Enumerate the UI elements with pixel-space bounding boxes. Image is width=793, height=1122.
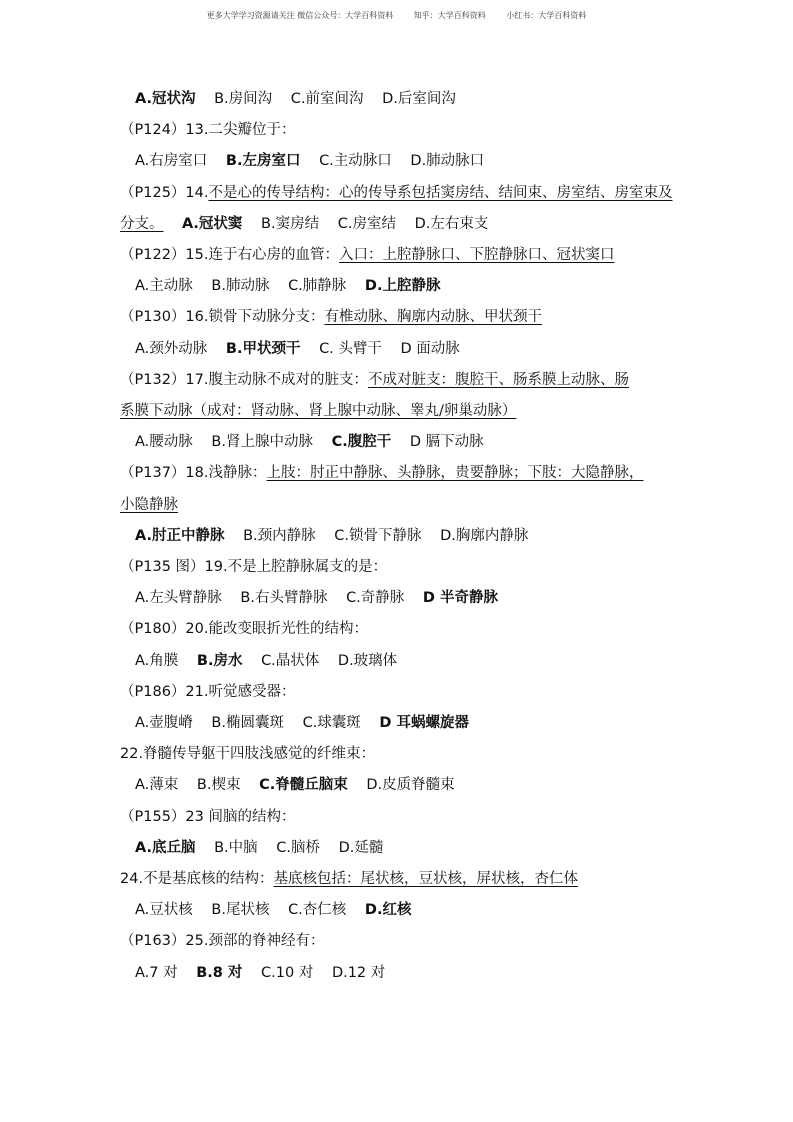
q17-option-b: B.肾上腺中动脉 — [211, 434, 313, 451]
q25-option-d: D.12 对 — [331, 964, 386, 981]
q19-option-d: D 半奇静脉 — [422, 590, 498, 607]
q18-options — [120, 521, 676, 552]
q17-option-a: A.腰动脉 — [135, 434, 193, 451]
q18-option-a: A.肘正中静脉 — [135, 527, 225, 544]
q13-option-d: D.肺动脉口 — [410, 153, 485, 170]
q18-note-line2: 小隐静脉 — [120, 496, 178, 513]
q14-stem-note: 不是心的传导结构：心的传导系包括窦房结、结间束、房室结、房室束及分支。 — [120, 184, 673, 232]
q24-option-c: C.杏仁核 — [288, 902, 347, 919]
q23-option-b: B.中脑 — [214, 839, 258, 856]
q13-stem: （P124）13.二尖瓣位于： — [120, 122, 296, 139]
q23-option-a: A.底丘脑 — [135, 839, 196, 856]
q19-option-a: A.左头臂静脉 — [135, 590, 222, 607]
q16-options — [120, 334, 676, 365]
q12-option-c: C.前室间沟 — [290, 91, 364, 107]
q16-option-d: D 面动脉 — [400, 340, 460, 357]
q25-option-c: C.10 对 — [261, 964, 314, 981]
q12-option-d: D.后室间沟 — [382, 91, 456, 107]
q17-options — [120, 427, 676, 458]
q15-option-c: C.肺静脉 — [288, 278, 347, 295]
q20-option-c: C.晶状体 — [261, 652, 320, 669]
q13-options — [120, 146, 676, 177]
q16-option-b: B.甲状颈干 — [225, 340, 301, 357]
q16-option-a: A.颈外动脉 — [135, 340, 208, 357]
q21-option-a: A.壶腹嵴 — [135, 715, 193, 732]
q16-stem: （P130）16.锁骨下动脉分支： — [120, 309, 325, 326]
q17-note-line1: 不成对脏支：腹腔干、肠系膜上动脉、肠 — [367, 371, 629, 388]
q17-note-continued — [120, 396, 676, 427]
q15-question — [120, 240, 676, 271]
q21-option-c: C.球囊斑 — [302, 715, 361, 732]
q22-stem: 22.脊髓传导躯干四肢浅感觉的纤维束： — [120, 746, 376, 763]
q20-stem: （P180）20.能改变眼折光性的结构： — [120, 621, 368, 638]
header-wechat-text: 更多大学学习资源请关注 微信公众号：大学百科资料 — [206, 11, 394, 20]
q18-option-b: B.颈内静脉 — [243, 527, 316, 544]
q23-option-d: D.延髓 — [338, 839, 384, 856]
q24-options — [120, 895, 676, 926]
question-list — [120, 84, 676, 989]
q21-option-b: B.椭圆囊斑 — [211, 715, 284, 732]
q20-options — [120, 646, 676, 677]
q24-question — [120, 864, 676, 895]
header-xiaohongshu-text: 小红书：大学百科资料 — [506, 11, 587, 20]
q23-option-c: C.脑桥 — [276, 839, 321, 856]
q14-prefix: （P125）14. — [120, 184, 209, 201]
q19-options — [120, 583, 676, 614]
q21-option-d: D 耳蜗螺旋器 — [379, 715, 469, 732]
q23-options — [120, 833, 676, 864]
q24-option-b: B.尾状核 — [211, 902, 270, 919]
q13-option-c: C.主动脉口 — [319, 153, 392, 170]
q17-option-d: D 膈下动脉 — [409, 434, 484, 451]
q17-note-line2: 系膜下动脉（成对：肾动脉、肾上腺中动脉、睾丸/卵巢动脉） — [120, 403, 517, 420]
q25-option-a: A.7 对 — [135, 964, 178, 981]
q14-option-c: C.房室结 — [337, 215, 396, 232]
q25-stem: （P163）25.颈部的脊神经有： — [120, 933, 325, 950]
q22-options — [120, 770, 676, 801]
q18-option-c: C.锁骨下静脉 — [334, 527, 422, 544]
q21-options — [120, 708, 676, 739]
q24-option-d: D.红核 — [364, 902, 412, 919]
q15-options — [120, 271, 676, 302]
q17-question — [120, 365, 676, 396]
q15-option-a: A.主动脉 — [135, 278, 193, 295]
q21-stem: （P186）21.听觉感受器： — [120, 683, 296, 700]
q25-option-b: B.8 对 — [196, 964, 243, 981]
q15-option-b: B.肺动脉 — [211, 278, 270, 295]
q12-option-a: A.冠状沟 — [135, 91, 196, 107]
q24-stem: 24.不是基底核的结构： — [120, 871, 274, 888]
q16-question — [120, 302, 676, 333]
q24-option-a: A.豆状核 — [135, 902, 193, 919]
q16-note: 有椎动脉、胸廓内动脉、甲状颈干 — [324, 309, 542, 326]
q20-option-a: A.角膜 — [135, 652, 179, 669]
q17-option-c: C.腹腔干 — [331, 434, 392, 451]
q18-note-continued — [120, 490, 676, 521]
q15-stem: （P122）15.连于右心房的血管： — [120, 247, 339, 264]
q24-note: 基底核包括：尾状核，豆状核，屏状核，杏仁体 — [273, 871, 579, 888]
q22-option-a: A.薄束 — [135, 777, 179, 794]
q15-option-d: D.上腔静脉 — [364, 278, 441, 295]
q18-note-line1: 上肢：肘正中静脉、头静脉，贵要静脉；下肢：大隐静脉， — [266, 465, 644, 482]
q20-option-b: B.房水 — [196, 652, 243, 669]
q18-question — [120, 458, 676, 489]
q19-option-b: B.右头臂静脉 — [240, 590, 328, 607]
q18-option-d: D.胸廓内静脉 — [440, 527, 529, 544]
page-header — [0, 10, 793, 21]
q12-option-b: B.房间沟 — [214, 91, 273, 107]
header-zhihu-text: 知乎：大学百科资料 — [413, 11, 486, 20]
q13-option-a: A.右房室口 — [135, 153, 208, 170]
q14-option-a: A.冠状窦 — [181, 215, 243, 232]
q22-option-d: D.皮质脊髓束 — [366, 777, 455, 794]
q14-option-d: D.左右束支 — [414, 215, 489, 232]
q22-option-c: C.脊髓丘脑束 — [259, 777, 348, 794]
q13-option-b: B.左房室口 — [225, 153, 301, 170]
q19-option-c: C.奇静脉 — [346, 590, 405, 607]
q16-option-c: C. 头臂干 — [319, 340, 382, 357]
q23-stem: （P155）23 间脑的结构： — [120, 808, 296, 825]
q25-options — [120, 958, 676, 989]
q20-option-d: D.玻璃体 — [337, 652, 398, 669]
q17-stem: （P132）17.腹主动脉不成对的脏支： — [120, 371, 368, 388]
q15-note: 入口：上腔静脉口、下腔静脉口、冠状窦口 — [338, 247, 615, 264]
q14-question — [120, 178, 676, 240]
q14-option-b: B.窦房结 — [261, 215, 320, 232]
q12-options — [120, 84, 676, 115]
q19-stem: （P135 图）19.不是上腔静脉属支的是： — [120, 559, 388, 576]
q18-stem: （P137）18.浅静脉： — [120, 465, 267, 482]
q22-option-b: B.楔束 — [196, 777, 241, 794]
